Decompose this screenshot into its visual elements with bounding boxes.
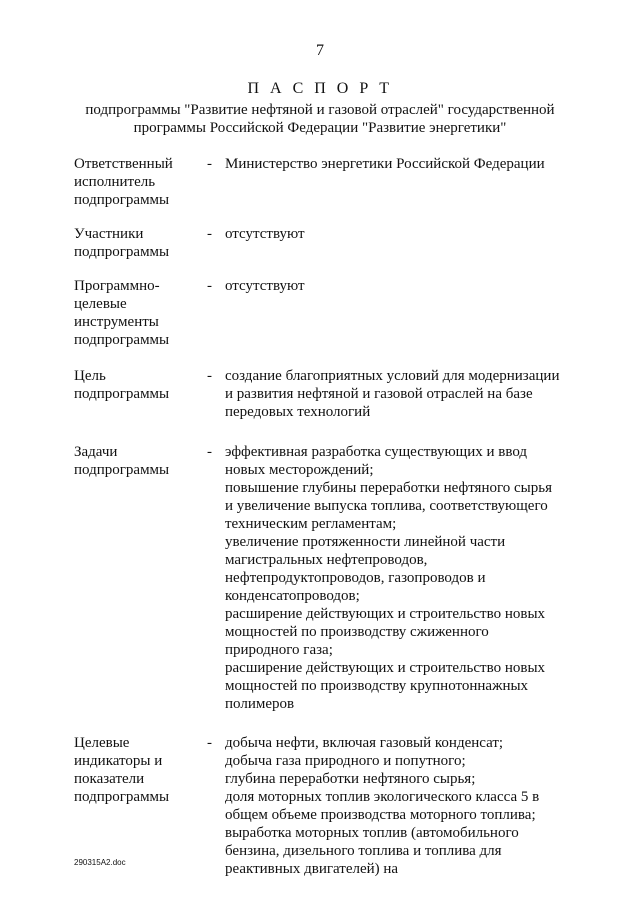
row-dash: -: [207, 226, 212, 242]
row-value: [225, 443, 574, 713]
passport-row: [74, 225, 574, 261]
row-value-line: техническим регламентам;: [225, 516, 397, 532]
row-label-line: Программно-: [74, 278, 160, 294]
passport-table: [74, 155, 574, 878]
row-value: [225, 155, 574, 173]
row-value-line: общем объеме производства моторного топлива;: [225, 807, 536, 823]
row-value-line: добыча газа природного и попутного;: [225, 753, 466, 769]
row-value: [225, 367, 574, 421]
document-subtitle: [40, 101, 600, 137]
row-value: [225, 225, 574, 243]
row-value-line: расширение действующих и строительство новых: [225, 660, 546, 676]
row-label: [74, 225, 204, 261]
row-value-line: отсутствуют: [225, 278, 305, 294]
row-label: [74, 155, 204, 209]
row-value-line: повышение глубины переработки нефтяного сырья: [225, 480, 552, 496]
document-title: П А С П О Р Т: [247, 80, 393, 97]
row-value-line: полимеров: [225, 696, 295, 712]
row-label-line: Цель: [74, 368, 106, 384]
row-value-line: отсутствуют: [225, 226, 305, 242]
subtitle-line: программы Российской Федерации "Развитие энергетики": [133, 120, 507, 136]
passport-row: [74, 155, 574, 209]
row-value-line: мощностей по производству сжиженного: [225, 624, 489, 640]
file-name-footer: 290315A2.doc: [74, 858, 126, 867]
passport-row: [74, 277, 574, 349]
row-value: [225, 277, 574, 295]
row-label: [74, 734, 204, 806]
row-value-line: нефтепродуктопроводов, газопроводов и: [225, 570, 486, 586]
row-label: [74, 367, 204, 403]
row-label-line: Ответственный: [74, 156, 173, 172]
row-value-line: бензина, дизельного топлива и топлива для: [225, 843, 502, 859]
row-label-line: Целевые: [74, 735, 130, 751]
row-label-line: индикаторы и: [74, 753, 163, 769]
row-label-line: подпрограммы: [74, 386, 170, 402]
row-dash: -: [207, 735, 212, 751]
row-label-line: Участники: [74, 226, 144, 242]
row-label-line: подпрограммы: [74, 244, 170, 260]
passport-row: [74, 443, 574, 713]
row-label-line: подпрограммы: [74, 789, 170, 805]
row-dash: -: [207, 278, 212, 294]
subtitle-line: подпрограммы "Развитие нефтяной и газовой отраслей" государственной: [85, 102, 555, 118]
row-label-line: инструменты: [74, 314, 159, 330]
row-value: [225, 734, 574, 878]
row-label-line: показатели: [74, 771, 145, 787]
passport-row: [74, 734, 574, 878]
row-value-line: Министерство энергетики Российской Федерации: [225, 156, 545, 172]
row-dash: -: [207, 444, 212, 460]
row-value-line: и развития нефтяной и газовой отраслей на базе: [225, 386, 533, 402]
row-dash: -: [207, 368, 212, 384]
row-value-line: эффективная разработка существующих и ввод: [225, 444, 528, 460]
row-value-line: мощностей по производству крупнотоннажных: [225, 678, 529, 694]
row-value-line: доля моторных топлив экологического класса 5 в: [225, 789, 540, 805]
page-number: 7: [316, 42, 324, 59]
row-label-line: подпрограммы: [74, 462, 170, 478]
row-label-line: целевые: [74, 296, 127, 312]
row-value-line: передовых технологий: [225, 404, 371, 420]
row-value-line: новых месторождений;: [225, 462, 374, 478]
row-value-line: и увеличение выпуска топлива, соответствующего: [225, 498, 548, 514]
passport-row: [74, 367, 574, 421]
row-value-line: добыча нефти, включая газовый конденсат;: [225, 735, 504, 751]
row-dash: -: [207, 156, 212, 172]
row-label: [74, 277, 204, 349]
row-value-line: увеличение протяженности линейной части: [225, 534, 506, 550]
row-value-line: глубина переработки нефтяного сырья;: [225, 771, 476, 787]
row-value-line: конденсатопроводов;: [225, 588, 360, 604]
row-label-line: Задачи: [74, 444, 118, 460]
row-label-line: исполнитель: [74, 174, 156, 190]
row-value-line: расширение действующих и строительство новых: [225, 606, 546, 622]
row-value-line: магистральных нефтепроводов,: [225, 552, 428, 568]
row-value-line: природного газа;: [225, 642, 333, 658]
row-value-line: создание благоприятных условий для модернизации: [225, 368, 560, 384]
row-label-line: подпрограммы: [74, 192, 170, 208]
row-label-line: подпрограммы: [74, 332, 170, 348]
row-label: [74, 443, 204, 479]
row-value-line: выработка моторных топлив (автомобильного: [225, 825, 519, 841]
row-value-line: реактивных двигателей) на: [225, 861, 399, 877]
